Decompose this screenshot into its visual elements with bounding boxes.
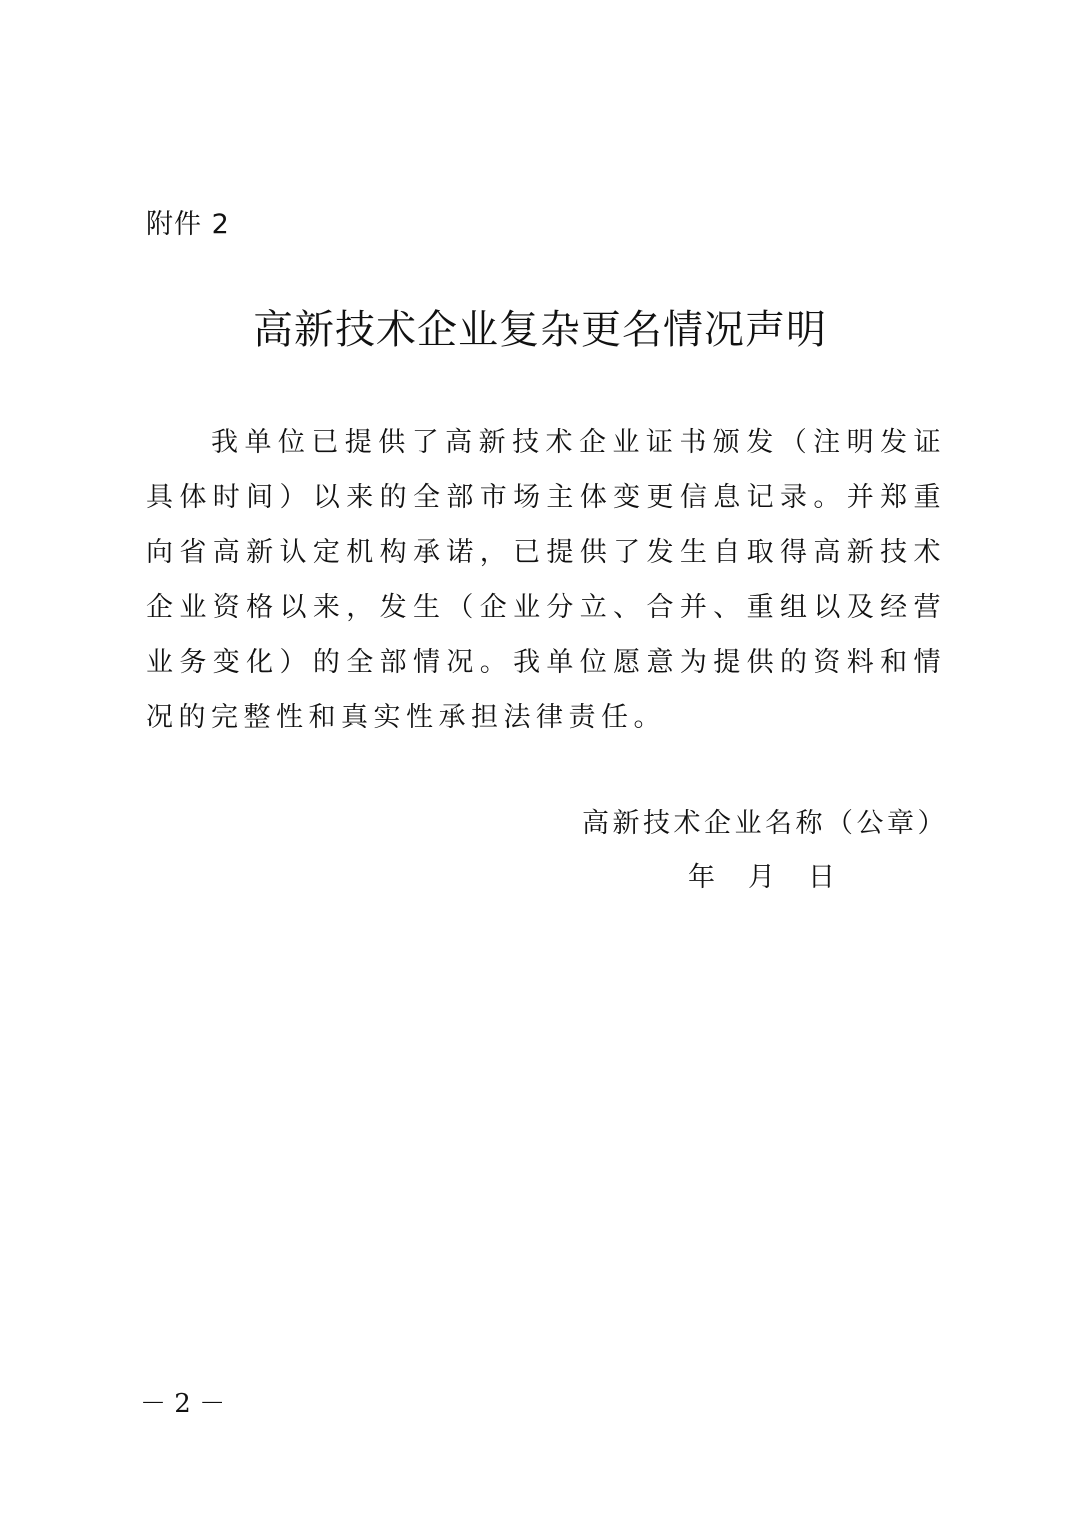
day-label: 日 — [808, 862, 835, 893]
declaration-body: 我单位已提供了高新技术企业证书颁发（注明发证具体时间）以来的全部市场主体变更信息记录。并郑重向省高新认定机构承诺，已提供了发生自取得高新技术企业资格以来，发生（企业分立、合并、重组以及经营业务变化）的全部情况。我单位愿意为提供的资料和情况的完整性和真实性承担法律责任。 — [146, 427, 946, 733]
document-title: 高新技术企业复杂更名情况声明 — [253, 307, 827, 353]
company-name-seal-line: 高新技术企业名称（公章） — [582, 808, 948, 839]
page-number: － 2 － — [140, 1389, 226, 1419]
attachment-label: 附件 2 — [146, 209, 230, 240]
date-line — [688, 854, 835, 902]
year-label: 年 — [688, 862, 715, 893]
month-label: 月 — [748, 862, 775, 893]
